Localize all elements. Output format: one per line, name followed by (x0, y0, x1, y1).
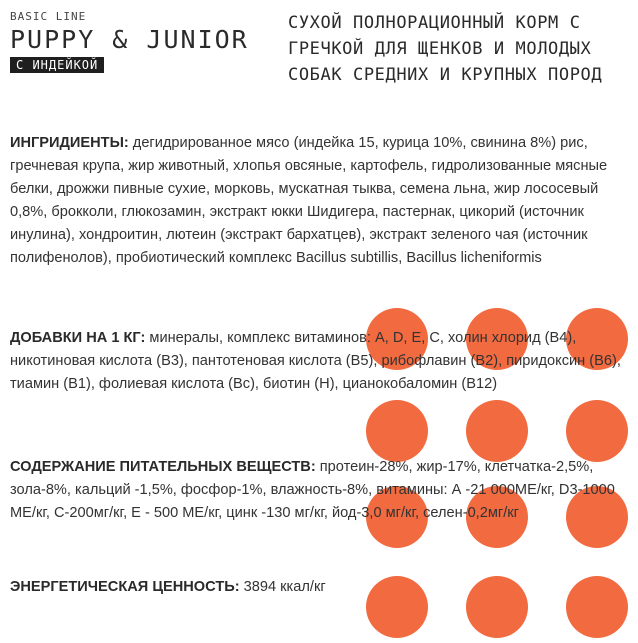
nutrients-section (10, 456, 630, 525)
product-description: СУХОЙ ПОЛНОРАЦИОННЫЙ КОРМ С ГРЕЧКОЙ ДЛЯ ЩЕНКОВ И МОЛОДЫХ СОБАК СРЕДНИХ И КРУПНЫХ ПОРОД (288, 13, 603, 85)
section-text: 3894 ккал/кг (239, 579, 326, 595)
section-heading: СОДЕРЖАНИЕ ПИТАТЕЛЬНЫХ ВЕЩЕСТВ: (10, 459, 316, 475)
section-heading: ИНГРИДИЕНТЫ: (10, 135, 129, 151)
section-text: дегидрированное мясо (индейка 15, курица 10%, свинина 8%) рис, гречневая крупа, жир животный, хлопья овсяные, картофель, гидролизованные мясные белки, дрожжи пивные сухие, морковь, мускатная тыква, семена льна, жир лососевый 0,8%, брокколи, глюкозамин, экстракт юкки Шидигера, пастернак, цикорий (источник инулина), хондроитин, лютеин (экстракт бархатцев), экстракт зеленого чая (источник полифенолов), пробиотический комплекс Bacillus subtillis, Bacillus licheniformis (10, 135, 608, 266)
ingredients-section (10, 132, 630, 270)
product-name: PUPPY & JUNIOR (10, 25, 249, 54)
section-heading: ЭНЕРГЕТИЧЕСКАЯ ЦЕННОСТЬ: (10, 579, 240, 595)
orange-dot (566, 400, 628, 462)
additives-section (10, 327, 630, 396)
energy-section (10, 576, 630, 599)
orange-dot (366, 400, 428, 462)
section-text: минералы, комплекс витаминов: А, D, E, C, холин хлорид (В4), никотиновая кислота (В3), пантотеновая кислота (В5), рибофлавин (В2), пиридоксин (В6), тиамин (В1), фолиевая кислота (Вс), биотин (Н), цианокобаломин (В12) (10, 330, 621, 392)
brand-block (10, 10, 249, 74)
product-line: BASIC LINE (10, 10, 87, 23)
orange-dot (466, 400, 528, 462)
section-text: протеин-28%, жир-17%, клетчатка-2,5%, зола-8%, кальций -1,5%, фосфор-1%, влажность-8%, витамины: А -21 000МЕ/кг, D3-1000 МЕ/кг, С-200мг/кг, Е - 500 МЕ/кг, цинк -130 мг/кг, йод-3,0 мг/кг, селен-0,2мг/кг (10, 459, 615, 521)
section-heading: ДОБАВКИ НА 1 КГ: (10, 330, 146, 346)
flavor-badge: С ИНДЕЙКОЙ (10, 57, 104, 73)
